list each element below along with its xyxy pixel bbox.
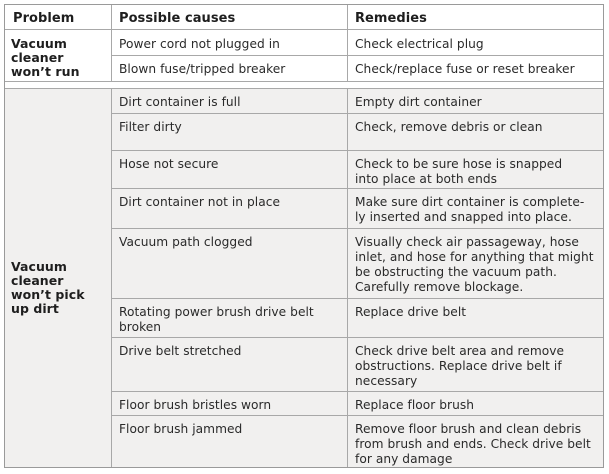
remedy-cell: Check, remove debris or clean (355, 120, 543, 134)
cause-cell: Vacuum path clogged (119, 235, 253, 249)
cause-cell: Dirt container not in place (119, 195, 281, 209)
header-remedies: Remedies (355, 11, 427, 26)
remedy-cell: Remove floor brush and clean debris from brush and ends. Check drive belt for any damage (355, 422, 591, 466)
remedy-cell: Check to be sure hose is snapped into place at both ends (355, 157, 563, 186)
remedy-cell: Check/replace fuse or reset breaker (355, 62, 575, 76)
cause-cell: Dirt container is full (119, 95, 241, 109)
cause-cell: Drive belt stretched (119, 344, 242, 358)
remedy-cell: Empty dirt container (355, 95, 482, 109)
cause-cell: Hose not secure (119, 157, 219, 171)
cause-cell: Floor brush jammed (119, 422, 243, 436)
problem-wont-pick-up-dirt: Vacuum cleaner won’t pick up dirt (11, 259, 85, 316)
header-possible-causes: Possible causes (119, 11, 236, 26)
remedy-cell: Replace drive belt (355, 305, 467, 319)
cause-cell: Power cord not plugged in (119, 37, 280, 51)
remedy-cell: Make sure dirt container is complete-ly inserted and snapped into place. (355, 195, 585, 224)
header-problem: Problem (13, 11, 75, 26)
troubleshooting-table (4, 4, 604, 468)
remedy-cell: Replace floor brush (355, 398, 475, 412)
cause-cell: Blown fuse/tripped breaker (119, 62, 286, 76)
cause-cell: Floor brush bristles worn (119, 398, 272, 412)
remedy-cell: Check electrical plug (355, 37, 484, 51)
remedy-cell: Check drive belt area and remove obstructions. Replace drive belt if necessary (355, 344, 565, 388)
remedy-cell: Visually check air passageway, hose inlet, and hose for anything that might be obstructing the vacuum path. Carefully remove blockage. (355, 235, 594, 294)
problem-wont-run: Vacuum cleaner won’t run (11, 36, 80, 79)
cause-cell: Rotating power brush drive belt broken (119, 305, 314, 334)
cause-cell: Filter dirty (119, 120, 182, 134)
